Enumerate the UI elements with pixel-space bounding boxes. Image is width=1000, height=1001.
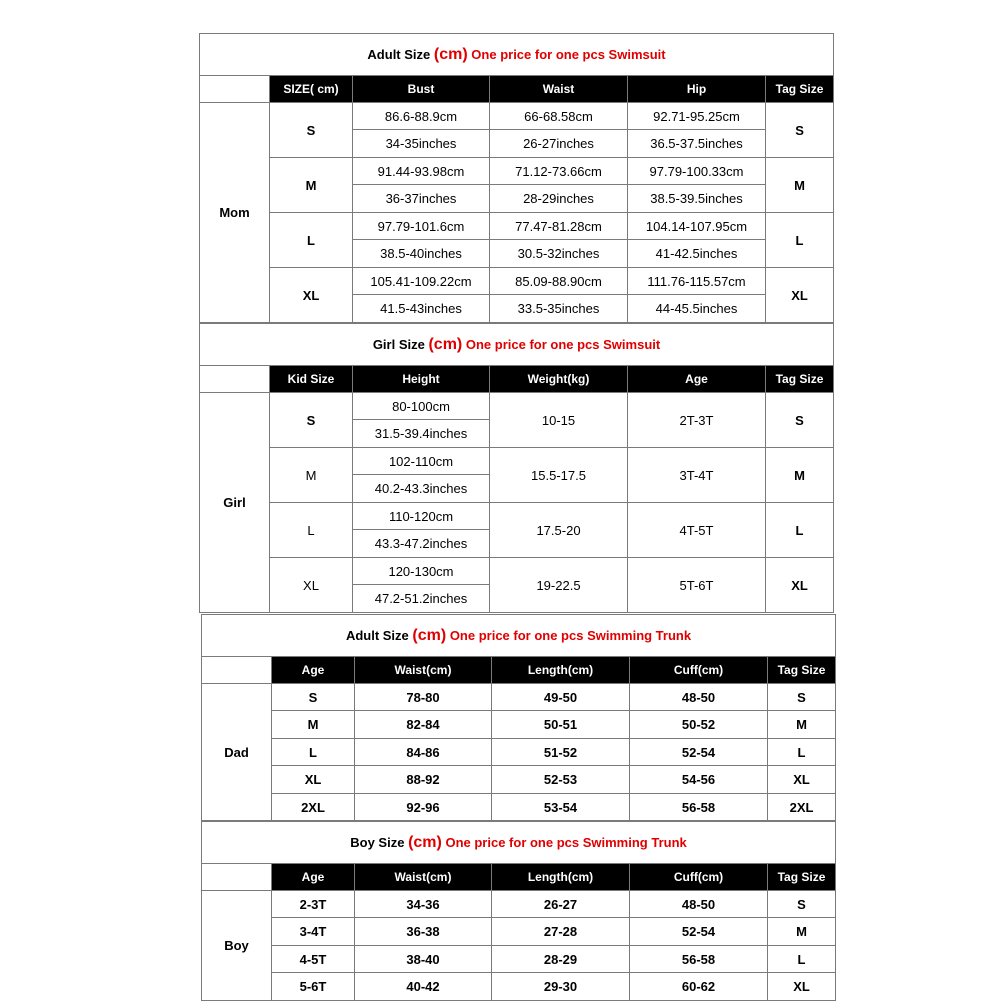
cuff-cell: 54-56: [630, 766, 768, 794]
tag-size-cell: M: [768, 711, 836, 739]
waist-cell: 82-84: [355, 711, 492, 739]
header-blank: [202, 657, 272, 684]
header-waist: Waist(cm): [355, 657, 492, 684]
bust-cm: 97.79-101.6cm: [353, 213, 490, 240]
waist-cell: 40-42: [355, 973, 492, 1001]
height-inches: 47.2-51.2inches: [353, 585, 490, 613]
group-label-mom: Mom: [200, 103, 270, 323]
bust-cm: 91.44-93.98cm: [353, 158, 490, 185]
tag-size-cell: S: [766, 103, 834, 158]
tag-size-cell: S: [768, 891, 836, 918]
weight-cell: 15.5-17.5: [490, 448, 628, 503]
size-cell: M: [270, 158, 353, 213]
waist-cell: 78-80: [355, 684, 492, 711]
height-inches: 43.3-47.2inches: [353, 530, 490, 558]
length-cell: 28-29: [492, 946, 630, 973]
waist-inches: 30.5-32inches: [490, 240, 628, 268]
waist-cell: 34-36: [355, 891, 492, 918]
header-age: Age: [272, 864, 355, 891]
hip-cm: 111.76-115.57cm: [628, 268, 766, 295]
age-cell: XL: [272, 766, 355, 794]
hip-inches: 44-45.5inches: [628, 295, 766, 323]
age-cell: 4T-5T: [628, 503, 766, 558]
age-cell: 3-4T: [272, 918, 355, 946]
age-cell: 2XL: [272, 794, 355, 821]
header-kid-size: Kid Size: [270, 366, 353, 393]
header-tag-size: Tag Size: [768, 657, 836, 684]
header-weight: Weight(kg): [490, 366, 628, 393]
length-cell: 50-51: [492, 711, 630, 739]
waist-cm: 71.12-73.66cm: [490, 158, 628, 185]
tag-size-cell: XL: [768, 973, 836, 1001]
header-tag-size: Tag Size: [768, 864, 836, 891]
girl-title-main: Girl Size: [372, 336, 425, 352]
header-age: Age: [272, 657, 355, 684]
height-cm: 102-110cm: [353, 448, 490, 475]
boy-title-unit: (cm): [408, 833, 442, 851]
header-tag-size: Tag Size: [766, 76, 834, 103]
age-cell: L: [272, 739, 355, 766]
tag-size-cell: M: [766, 448, 834, 503]
header-age: Age: [628, 366, 766, 393]
height-inches: 40.2-43.3inches: [353, 475, 490, 503]
height-cm: 120-130cm: [353, 558, 490, 585]
header-length: Length(cm): [492, 657, 630, 684]
dad-title-note: One price for one pcs Swimming Trunk: [449, 627, 692, 643]
cuff-cell: 50-52: [630, 711, 768, 739]
boy-table-title: [202, 822, 836, 864]
age-cell: 2T-3T: [628, 393, 766, 448]
boy-title-note: One price for one pcs Swimming Trunk: [445, 834, 687, 850]
header-tag-size: Tag Size: [766, 366, 834, 393]
size-cell: M: [270, 448, 353, 503]
cuff-cell: 52-54: [630, 918, 768, 946]
girl-title-note: One price for one pcs Swimsuit: [465, 336, 661, 352]
size-cell: S: [270, 103, 353, 158]
height-inches: 31.5-39.4inches: [353, 420, 490, 448]
bust-inches: 36-37inches: [353, 185, 490, 213]
cuff-cell: 56-58: [630, 946, 768, 973]
waist-inches: 26-27inches: [490, 130, 628, 158]
waist-cell: 92-96: [355, 794, 492, 821]
length-cell: 27-28: [492, 918, 630, 946]
waist-cm: 66-68.58cm: [490, 103, 628, 130]
tag-size-cell: S: [768, 684, 836, 711]
mom-title-note: One price for one pcs Swimsuit: [471, 46, 666, 62]
hip-inches: 36.5-37.5inches: [628, 130, 766, 158]
bust-cm: 86.6-88.9cm: [353, 103, 490, 130]
tag-size-cell: L: [766, 503, 834, 558]
waist-inches: 28-29inches: [490, 185, 628, 213]
waist-cm: 85.09-88.90cm: [490, 268, 628, 295]
age-cell: S: [272, 684, 355, 711]
weight-cell: 10-15: [490, 393, 628, 448]
header-cuff: Cuff(cm): [630, 657, 768, 684]
mom-table-title: [200, 34, 834, 76]
mom-size-table: [199, 33, 834, 323]
group-label-boy: Boy: [202, 891, 272, 1001]
hip-inches: 41-42.5inches: [628, 240, 766, 268]
tag-size-cell: 2XL: [768, 794, 836, 821]
boy-size-table: [201, 821, 836, 1001]
cuff-cell: 48-50: [630, 684, 768, 711]
length-cell: 52-53: [492, 766, 630, 794]
length-cell: 26-27: [492, 891, 630, 918]
hip-cm: 92.71-95.25cm: [628, 103, 766, 130]
height-cm: 110-120cm: [353, 503, 490, 530]
hip-inches: 38.5-39.5inches: [628, 185, 766, 213]
girl-title-unit: (cm): [428, 335, 463, 353]
age-cell: 2-3T: [272, 891, 355, 918]
size-cell: XL: [270, 268, 353, 323]
tag-size-cell: M: [766, 158, 834, 213]
header-blank: [200, 76, 270, 103]
bust-inches: 41.5-43inches: [353, 295, 490, 323]
waist-cell: 84-86: [355, 739, 492, 766]
length-cell: 51-52: [492, 739, 630, 766]
tag-size-cell: L: [768, 739, 836, 766]
weight-cell: 19-22.5: [490, 558, 628, 613]
size-cell: L: [270, 503, 353, 558]
bust-inches: 38.5-40inches: [353, 240, 490, 268]
header-height: Height: [353, 366, 490, 393]
tag-size-cell: XL: [768, 766, 836, 794]
header-length: Length(cm): [492, 864, 630, 891]
mom-title-main: Adult Size: [367, 46, 431, 62]
waist-cell: 38-40: [355, 946, 492, 973]
cuff-cell: 52-54: [630, 739, 768, 766]
hip-cm: 97.79-100.33cm: [628, 158, 766, 185]
dad-table-title: [202, 615, 836, 657]
header-hip: Hip: [628, 76, 766, 103]
group-label-girl: Girl: [200, 393, 270, 613]
boy-title-main: Boy Size: [350, 834, 405, 850]
dad-title-unit: (cm): [412, 626, 447, 644]
tag-size-cell: XL: [766, 268, 834, 323]
bust-cm: 105.41-109.22cm: [353, 268, 490, 295]
tag-size-cell: XL: [766, 558, 834, 613]
tag-size-cell: L: [766, 213, 834, 268]
height-cm: 80-100cm: [353, 393, 490, 420]
waist-cm: 77.47-81.28cm: [490, 213, 628, 240]
header-size: SIZE( cm): [270, 76, 353, 103]
length-cell: 53-54: [492, 794, 630, 821]
age-cell: 5-6T: [272, 973, 355, 1001]
mom-title-unit: (cm): [433, 45, 468, 63]
dad-title-main: Adult Size: [345, 627, 409, 643]
waist-cell: 88-92: [355, 766, 492, 794]
weight-cell: 17.5-20: [490, 503, 628, 558]
age-cell: 4-5T: [272, 946, 355, 973]
cuff-cell: 56-58: [630, 794, 768, 821]
size-cell: XL: [270, 558, 353, 613]
length-cell: 49-50: [492, 684, 630, 711]
tag-size-cell: M: [768, 918, 836, 946]
hip-cm: 104.14-107.95cm: [628, 213, 766, 240]
cuff-cell: 60-62: [630, 973, 768, 1001]
header-waist: Waist: [490, 76, 628, 103]
length-cell: 29-30: [492, 973, 630, 1001]
tag-size-cell: S: [766, 393, 834, 448]
waist-inches: 33.5-35inches: [490, 295, 628, 323]
girl-size-table: [199, 323, 834, 613]
age-cell: 3T-4T: [628, 448, 766, 503]
tag-size-cell: L: [768, 946, 836, 973]
cuff-cell: 48-50: [630, 891, 768, 918]
size-cell: S: [270, 393, 353, 448]
bust-inches: 34-35inches: [353, 130, 490, 158]
dad-size-table: [201, 614, 836, 821]
header-bust: Bust: [353, 76, 490, 103]
girl-table-title: [200, 324, 834, 366]
group-label-dad: Dad: [202, 684, 272, 821]
age-cell: 5T-6T: [628, 558, 766, 613]
waist-cell: 36-38: [355, 918, 492, 946]
header-blank: [200, 366, 270, 393]
size-cell: L: [270, 213, 353, 268]
header-blank: [202, 864, 272, 891]
age-cell: M: [272, 711, 355, 739]
header-waist: Waist(cm): [355, 864, 492, 891]
header-cuff: Cuff(cm): [630, 864, 768, 891]
